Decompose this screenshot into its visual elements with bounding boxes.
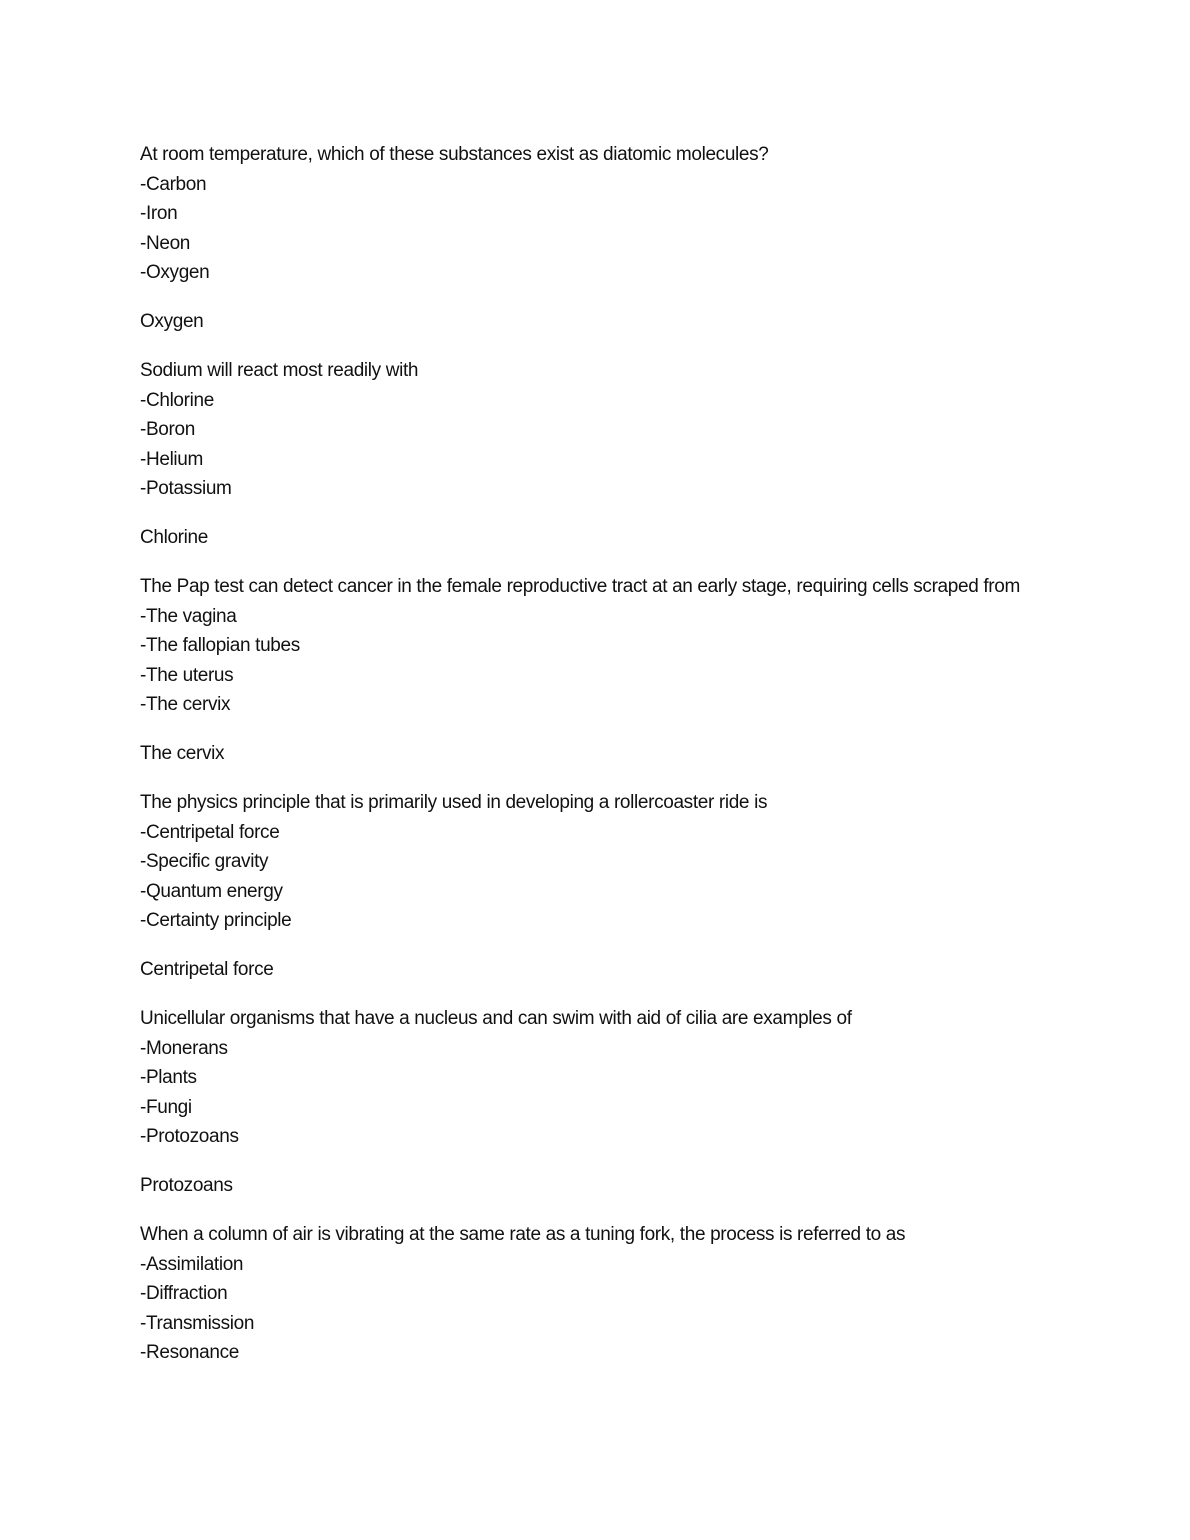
question-text: The physics principle that is primarily used in developing a rollercoaster ride is <box>140 792 768 813</box>
answer-option: -Resonance <box>140 1342 239 1363</box>
answer-option: -The vagina <box>140 605 237 627</box>
answer-option: -Helium <box>140 448 204 470</box>
answer-option: -The fallopian tubes <box>140 635 300 656</box>
question-text: At room temperature, which of these substances exist as diatomic molecules? <box>140 144 769 165</box>
question-text: Unicellular organisms that have a nucleus and can swim with aid of cilia are examples of <box>140 1008 852 1029</box>
answer-option: -Iron <box>140 203 178 224</box>
question-block <box>140 1220 1030 1368</box>
answer-option: -Quantum energy <box>140 880 283 902</box>
question-text: The Pap test can detect cancer in the female reproductive tract at an early stage, requiring cells scraped from <box>140 576 1020 597</box>
answer-option: -Centripetal force <box>140 821 280 843</box>
question-text: When a column of air is vibrating at the same rate as a tuning fork, the process is referred to as <box>140 1224 906 1245</box>
answer-option: -Protozoans <box>140 1126 239 1147</box>
answer-option: -Assimilation <box>140 1253 244 1275</box>
document-page <box>140 140 1030 1368</box>
answer-option: -Boron <box>140 419 195 440</box>
answer-option: -Diffraction <box>140 1283 228 1304</box>
answer-option: -The cervix <box>140 694 231 715</box>
question-block <box>140 788 1030 985</box>
answer-option: -The uterus <box>140 664 234 686</box>
correct-answer: Oxygen <box>140 311 204 332</box>
question-block <box>140 1004 1030 1201</box>
answer-option: -Fungi <box>140 1096 192 1118</box>
correct-answer: Centripetal force <box>140 959 274 980</box>
question-block <box>140 572 1030 769</box>
answer-option: -Oxygen <box>140 262 210 283</box>
question-block <box>140 140 1030 337</box>
answer-option: -Carbon <box>140 173 207 195</box>
answer-option: -Plants <box>140 1067 197 1088</box>
correct-answer: Chlorine <box>140 527 208 548</box>
question-block <box>140 356 1030 553</box>
answer-option: -Neon <box>140 232 190 254</box>
question-text: Sodium will react most readily with <box>140 360 419 381</box>
answer-option: -Potassium <box>140 478 232 499</box>
answer-option: -Certainty principle <box>140 910 292 931</box>
answer-option: -Monerans <box>140 1037 228 1059</box>
answer-option: -Chlorine <box>140 389 214 411</box>
correct-answer: The cervix <box>140 743 225 764</box>
answer-option: -Specific gravity <box>140 851 269 872</box>
correct-answer: Protozoans <box>140 1175 233 1196</box>
answer-option: -Transmission <box>140 1312 255 1334</box>
